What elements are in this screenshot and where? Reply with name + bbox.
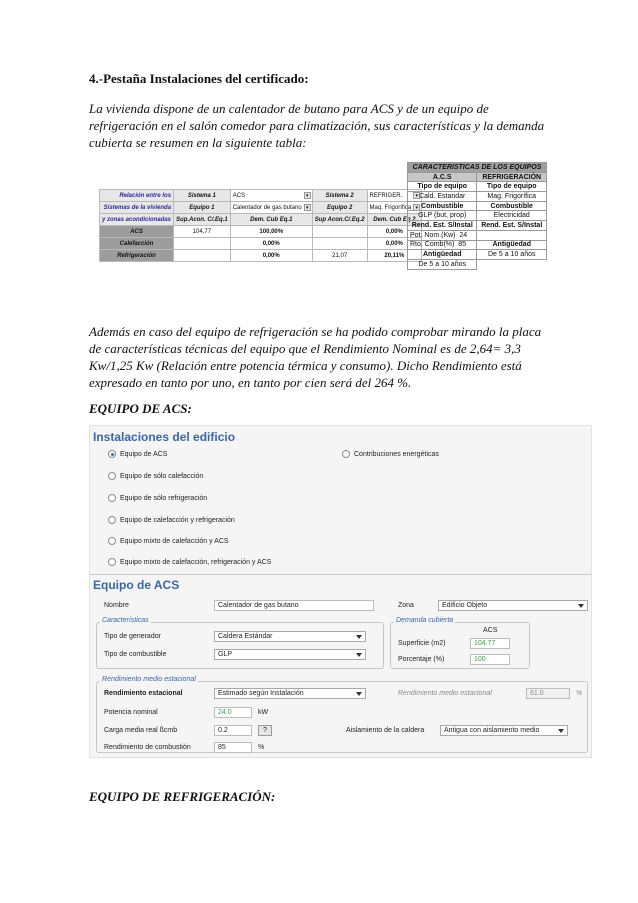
equipment-summary-image xyxy=(89,162,547,296)
row-name: Calefacción xyxy=(100,238,174,250)
table-cell: Cald. Estandar xyxy=(408,192,477,202)
zona-select[interactable]: Edificio Objeto xyxy=(438,600,588,611)
table-cell: 0,00% xyxy=(230,250,312,262)
rend-combustion-label: Rendimiento de combustión xyxy=(104,744,191,751)
paragraph-line: Kw/1,25 Kw (Relación entre potencia térmica y consumo). Dicho Rendimiento está xyxy=(89,358,522,373)
superficie-label: Superficie (m2) xyxy=(398,640,446,647)
table-cell: Electricidad xyxy=(477,211,547,221)
table-cell: De 5 a 10 años xyxy=(408,259,477,269)
table-cell: GLP (but, prop) xyxy=(408,211,477,221)
col-header: Dem. Cub Eq.2 xyxy=(367,214,422,226)
radio-label: Contribuciones energéticas xyxy=(354,450,439,458)
paragraph-line: La vivienda dispone de un calentador de butano para ACS y de un equipo de xyxy=(89,101,489,116)
table-cell: Antigüedad xyxy=(408,250,477,260)
aislamiento-select[interactable]: Antigua con aislamiento medio xyxy=(440,725,568,736)
equipo-title: Equipo de ACS xyxy=(93,578,180,592)
superficie-input[interactable]: 104.77 xyxy=(470,638,510,649)
relation-label: Relación entre los xyxy=(100,190,174,202)
chevron-down-icon xyxy=(356,692,362,696)
table-cell: Tipo de equipo xyxy=(477,182,547,192)
section-heading: 4.-Pestaña Instalaciones del certificado: xyxy=(89,71,309,86)
table-cell xyxy=(174,238,231,250)
radio-mixto-completo[interactable] xyxy=(108,558,271,566)
table-cell: Rto. Comb(%) 85 xyxy=(408,240,477,250)
radio-mixto-calefaccion-acs[interactable] xyxy=(108,537,229,545)
kw-unit: kW xyxy=(258,709,269,716)
tipo-combustible-label: Tipo de combustible xyxy=(104,651,167,658)
table-cell: 21,07 xyxy=(312,250,367,262)
rend-estacional-select[interactable]: Estimado según Instalación xyxy=(214,688,366,699)
tipo-combustible-select[interactable]: GLP xyxy=(214,649,366,660)
table-cell: Antigüedad xyxy=(477,240,547,250)
equipment-table xyxy=(407,162,547,270)
table-cell: De 5 a 10 años xyxy=(477,250,547,260)
table-cell: Mag. Frigorífica xyxy=(477,192,547,202)
demanda-title: Demanda cubierta xyxy=(396,617,454,624)
col-header: REFRIGERACIÓN xyxy=(477,172,547,182)
table-cell: 0,00% xyxy=(367,226,422,238)
radio-contribuciones[interactable] xyxy=(342,450,439,458)
radio-icon xyxy=(108,537,116,545)
table-cell xyxy=(477,230,547,240)
chevron-down-icon xyxy=(558,729,564,733)
radio-label: Equipo mixto de calefacción y ACS xyxy=(120,537,229,545)
eq1-label: Equipo 1 xyxy=(174,202,231,214)
table-cell xyxy=(174,250,231,262)
paragraph-line: Además en caso del equipo de refrigeración se ha podido comprobar mirando la placa xyxy=(89,324,542,339)
sys2-select[interactable]: REFRIGER. ▾ xyxy=(367,190,422,202)
eq2-label: Equipo 2 xyxy=(312,202,367,214)
table-cell: 100,00% xyxy=(230,226,312,238)
acs-column-label: ACS xyxy=(483,627,498,634)
porcentaje-label: Porcentaje (%) xyxy=(398,656,445,663)
radio-label: Equipo de sólo calefacción xyxy=(120,472,204,480)
intro-paragraph xyxy=(89,100,559,151)
radio-label: Equipo de sólo refrigeración xyxy=(120,494,208,502)
dropdown-arrow-icon: ▾ xyxy=(413,204,420,211)
zona-label: Zona xyxy=(398,602,414,609)
paragraph-line: refrigeración en el salón comedor para climatización, sus características y la demanda xyxy=(89,118,545,133)
rend-medio-label: Rendimiento medio estacional xyxy=(398,690,492,697)
subhead-acs: EQUIPO DE ACS: xyxy=(89,401,192,416)
paragraph-line: expresado en tanto por uno, en tanto por cien será del 264 %. xyxy=(89,375,412,390)
chevron-down-icon xyxy=(356,635,362,639)
sys1-label: Sistema 1 xyxy=(174,190,231,202)
tipo-generador-label: Tipo de generador xyxy=(104,633,161,640)
table-cell xyxy=(312,226,367,238)
nombre-label: Nombre xyxy=(104,602,129,609)
systems-label: Sistemas de la vivienda xyxy=(100,202,174,214)
col-header: Sup Acon.C/.Eq.2 xyxy=(312,214,367,226)
radio-selected-icon xyxy=(108,450,116,458)
col-header: Dem. Cub Eq.1 xyxy=(230,214,312,226)
nombre-input[interactable]: Calentador de gas butano xyxy=(214,600,374,611)
percent-sign: % xyxy=(258,744,265,751)
installations-panel xyxy=(89,425,592,758)
table-cell xyxy=(477,259,547,269)
rend-estacional-label: Rendimiento estacional xyxy=(104,690,183,697)
caracteristicas-group xyxy=(96,622,384,669)
carga-label: Carga media real ßcmb xyxy=(104,727,178,734)
table-cell: Rend. Est. S/Instal xyxy=(477,221,547,231)
table-cell: 20,11% xyxy=(367,250,422,262)
radio-icon xyxy=(108,558,116,566)
performance-paragraph xyxy=(89,323,559,391)
divider xyxy=(90,574,591,575)
subhead-refrigeracion: EQUIPO DE REFRIGERACIÓN: xyxy=(89,789,276,804)
carga-input[interactable]: 0.2 xyxy=(214,725,252,736)
rend-combustion-input[interactable]: 85 xyxy=(214,742,252,753)
col-header: A.C.S xyxy=(408,172,477,182)
zones-label: y zonas acondicionadas xyxy=(100,214,174,226)
table-cell: 0,00% xyxy=(230,238,312,250)
paragraph-line: cubierta se resumen en la siguiente tabla: xyxy=(89,135,307,150)
table-cell: Pot. Nom.(Kw) 24 xyxy=(408,230,477,240)
dropdown-arrow-icon: ▾ xyxy=(304,204,311,211)
row-name: Refrigeración xyxy=(100,250,174,262)
table-cell: Tipo de equipo xyxy=(408,182,477,192)
sys1-select[interactable]: ACS ▾ xyxy=(230,190,312,202)
table-cell: Combustible xyxy=(477,201,547,211)
dropdown-arrow-icon: ▾ xyxy=(304,192,311,199)
porcentaje-input[interactable]: 100 xyxy=(470,654,510,665)
radio-icon xyxy=(108,472,116,480)
potencia-label: Potencia nominal xyxy=(104,709,158,716)
table-cell: 104,77 xyxy=(174,226,231,238)
radio-label: Equipo de calefacción y refrigeración xyxy=(120,516,235,524)
radio-icon xyxy=(108,494,116,502)
chevron-down-icon xyxy=(356,653,362,657)
eq1-select[interactable]: Calentador de gas butano ▾ xyxy=(230,202,312,214)
table-cell: Rend. Est. S/Instal xyxy=(408,221,477,231)
table-cell xyxy=(312,238,367,250)
radio-label: Equipo de ACS xyxy=(120,450,168,458)
dropdown-arrow-icon: ▾ xyxy=(413,192,420,199)
help-button[interactable]: ? xyxy=(258,725,272,736)
chevron-down-icon xyxy=(578,604,584,608)
radio-equipo-acs[interactable] xyxy=(108,450,167,458)
row-name: ACS xyxy=(100,226,174,238)
paragraph-line: de características técnicas del equipo que el Rendimiento Nominal es de 2,64= 3,3 xyxy=(89,341,521,356)
table-cell: 0,00% xyxy=(367,238,422,250)
col-header: Sup.Acon. C/.Eq.1 xyxy=(174,214,231,226)
potencia-input[interactable]: 24.0 xyxy=(214,707,252,718)
aislamiento-label: Aislamiento de la caldera xyxy=(346,727,425,734)
percent-sign: % xyxy=(576,690,583,697)
tipo-generador-select[interactable]: Caldera Estándar xyxy=(214,631,366,642)
rend-medio-input[interactable]: 61.0 xyxy=(526,688,570,699)
rendimiento-title: Rendimiento medio estacional xyxy=(102,676,196,683)
caracteristicas-title: Características xyxy=(102,617,149,624)
radio-calefaccion-refrigeracion[interactable] xyxy=(108,516,235,524)
radio-label: Equipo mixto de calefacción, refrigeración y ACS xyxy=(120,558,272,566)
radio-icon xyxy=(108,516,116,524)
radio-solo-refrigeracion[interactable] xyxy=(108,494,207,502)
eq2-select[interactable]: Maq. Frigorífica ▾ xyxy=(367,202,422,214)
relation-table xyxy=(99,189,422,262)
sys2-label: Sistema 2 xyxy=(312,190,367,202)
radio-icon xyxy=(342,450,350,458)
radio-solo-calefaccion[interactable] xyxy=(108,472,203,480)
table-cell: Combustible xyxy=(408,201,477,211)
equipment-table-title: CARACTERISTICAS DE LOS EQUIPOS xyxy=(408,163,547,173)
section-title: Instalaciones del edificio xyxy=(93,430,236,444)
